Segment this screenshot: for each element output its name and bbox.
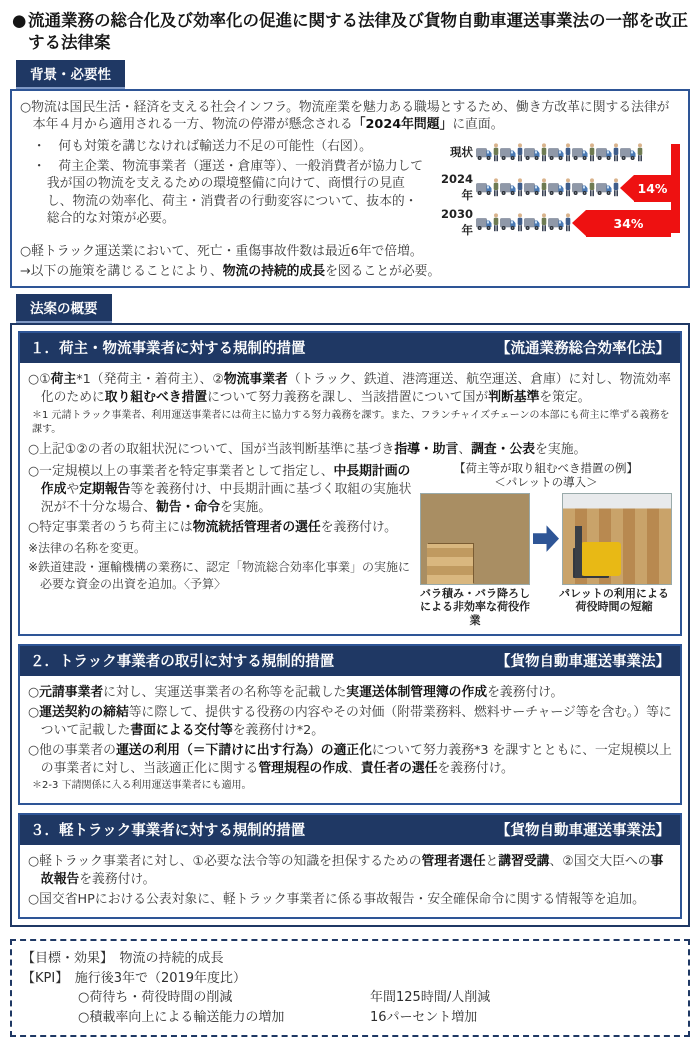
section-1-item2: ○上記①②の者の取組状況について、国が当該判断基準に基づき指導・助言、調査・公表を実施。 [28, 441, 587, 457]
section-1-item4: ○特定事業者のうち荷主には物流統括管理者の選任を義務付け。 [28, 519, 397, 535]
background-para2: ○軽トラック運送業において、死亡・重傷事故件数は最近6年で倍増。 [20, 243, 423, 259]
kpi-row-1 [22, 988, 678, 1008]
truck-unit-icon [596, 178, 620, 198]
section-1-body [20, 363, 680, 634]
truck-icon [596, 178, 612, 198]
kpi-goal-line: 【目標・効果】 物流の持続的成長 [22, 951, 224, 967]
pallet-example-figure [420, 461, 672, 628]
arrow-head-icon [620, 175, 634, 201]
driver-icon [564, 143, 572, 163]
reduction-arrow [572, 210, 671, 237]
section-3-box [18, 813, 682, 919]
truck-icon [620, 143, 636, 163]
truck-unit-icon [500, 143, 524, 163]
driver-icon [492, 178, 500, 198]
section-3-item2: ○国交省HPにおける公表対象に、軽トラック事業者に係る事故報告・安全確保命令に関する情報等を追加。 [28, 892, 645, 908]
section-1-note1: ＊1 元請トラック事業者、利用運送事業者には荷主に協力する努力義務を課す。また、フランチャイズチェーンの本部にも荷主に準ずる義務を課す。 [32, 409, 670, 435]
page-title-text: 流通業務の総合化及び効率化の促進に関する法律及び貨物自動車運送事業法の一部を改正する法律案 [28, 11, 688, 52]
section-2-title: ２．トラック事業者の取引に対する規制的措置 [30, 653, 335, 670]
section-3-body [20, 845, 680, 917]
truck-unit-icon [548, 143, 572, 163]
truck-unit-icon [596, 143, 620, 163]
tab-overview: 法案の概要 [16, 294, 112, 323]
pallet-figure-caption1: 【荷主等が取り組むべき措置の例】 [454, 460, 638, 475]
truck-icon [476, 178, 492, 198]
figure-red-bar [671, 144, 680, 233]
truck-unit-icon [476, 143, 500, 163]
driver-icon [516, 143, 524, 163]
section-3-header [20, 815, 680, 845]
section-2-item3: ○他の事業者の運送の利用（＝下請けに出す行為）の適正化について努力義務*3 を課すとともに、一定規模以上の事業者に対し、当該適正化に関する管理規程の作成、責任者の選任を義務付け。 [28, 742, 672, 776]
truck-icon [500, 213, 516, 233]
truck-chart-row [430, 206, 669, 241]
truck-unit-icon [524, 178, 548, 198]
section-2-header [20, 646, 680, 676]
truck-unit-icon [500, 213, 524, 233]
reduction-arrow [620, 175, 671, 202]
driver-icon [588, 143, 596, 163]
truck-icon [596, 143, 612, 163]
driver-icon [492, 213, 500, 233]
page-title [12, 10, 688, 54]
section-1-item1: ○①荷主*1（発荷主・着荷主）、②物流事業者（トラック、鉄道、港湾運送、航空運送、倉庫）に対し、物流効率化のために取り組むべき措置について努力義務を課し、当該措置について国が判断基準を策定。 [28, 372, 671, 406]
arrow-head-icon [572, 210, 586, 236]
driver-icon [540, 178, 548, 198]
photo-captions [420, 587, 672, 628]
photo-bulk-loading [420, 493, 530, 585]
truck-row-label: 現状 [450, 145, 473, 160]
kpi-row1-label: ○荷待ち・荷役時間の削減 [78, 990, 233, 1006]
truck-icon [548, 213, 564, 233]
section-2-law: 【貨物自動車運送事業法】 [496, 653, 670, 670]
pallet-figure-caption2: ＜パレットの導入＞ [494, 475, 598, 490]
section-2-note1: ＊2-3 下請関係に入る利用運送事業者にも適用。 [32, 780, 252, 792]
truck-chart-rows [430, 136, 669, 241]
section-1-title: １．荷主・物流事業者に対する規制的措置 [30, 341, 306, 358]
truck-row-icons [476, 143, 644, 163]
pallet-photos [420, 493, 672, 585]
section-2-item2: ○運送契約の締結等に際して、提供する役務の内容やその対価（附帯業務料、燃料サーチャージ等を含む。）等について記載した書面による交付等を義務付け*2。 [28, 704, 672, 738]
reduction-percent-label: 34% [586, 210, 671, 237]
truck-icon [548, 178, 564, 198]
background-box [10, 89, 690, 289]
truck-icon [476, 143, 492, 163]
background-bullets [20, 136, 424, 230]
background-bullet1: ・ 何も対策を講じなければ輸送力不足の可能性（右図）。 [32, 138, 372, 154]
photo1-caption: バラ積み・バラ降ろしによる非効率な荷役作業 [420, 586, 530, 628]
kpi-row2-label: ○積載率向上による輸送能力の増加 [78, 1009, 285, 1025]
section-3-law: 【貨物自動車運送事業法】 [496, 823, 670, 840]
section-1-header [20, 333, 680, 363]
truck-icon [524, 143, 540, 163]
truck-icon [524, 213, 540, 233]
section-1-box [18, 331, 682, 636]
driver-icon [636, 143, 644, 163]
driver-icon [564, 178, 572, 198]
section-2-box [18, 644, 682, 806]
truck-icon [548, 143, 564, 163]
truck-unit-icon [476, 213, 500, 233]
truck-unit-icon [524, 213, 548, 233]
driver-icon [588, 178, 596, 198]
truck-unit-icon [500, 178, 524, 198]
kpi-row1-value: 年間125時間/人削減 [370, 990, 491, 1006]
kpi-header-line: 【KPI】 施行後3年で（2019年度比） [22, 970, 247, 986]
title-bullet-icon: ● [12, 11, 27, 30]
truck-capacity-figure [430, 136, 680, 241]
truck-row-label: 2030年 [440, 207, 473, 238]
truck-unit-icon [524, 143, 548, 163]
section-1-left-column [28, 461, 412, 596]
driver-icon [492, 143, 500, 163]
section-2-body [20, 676, 680, 804]
section-1-note2: ※法律の名称を変更。 [28, 540, 147, 555]
driver-icon [540, 143, 548, 163]
truck-icon [500, 143, 516, 163]
truck-unit-icon [548, 213, 572, 233]
truck-chart-row [430, 136, 669, 171]
truck-row-icons [476, 178, 620, 198]
truck-unit-icon [572, 143, 596, 163]
kpi-box [10, 939, 690, 1037]
truck-icon [500, 178, 516, 198]
driver-icon [540, 213, 548, 233]
kpi-row-2 [22, 1008, 678, 1028]
driver-icon [612, 178, 620, 198]
kpi-row2-value: 16パーセント増加 [370, 1009, 478, 1025]
section-3-title: ３．軽トラック事業者に対する規制的措置 [30, 823, 306, 840]
background-bullet2: ・ 荷主企業、物流事業者（運送・倉庫等）、一般消費者が協力して我が国の物流を支えるための環境整備に向けて、商慣行の見直し、物流の効率化、荷主・消費者の行動変容について、抜本的・総合的な対策が必要。 [32, 158, 424, 227]
section-1-item3: ○一定規模以上の事業者を特定事業者として指定し、中長期計画の作成や定期報告等を義務付け、中長期計画に基づく取組の実施状況が不十分な場合、勧告・命令を実施。 [28, 463, 412, 515]
background-para3: →以下の施策を講じることにより、物流の持続的成長を図ることが必要。 [20, 263, 441, 279]
background-columns [20, 136, 680, 241]
truck-icon [476, 213, 492, 233]
section-1-note3: ※鉄道建設・運輸機構の業務に、認定「物流総合効率化事業」の実施に必要な資金の出資を追加。〈予算〉 [28, 560, 411, 592]
photo2-caption: パレットの利用による荷役時間の短縮 [559, 586, 669, 614]
overview-outer-box [10, 323, 690, 927]
truck-row-icons [476, 213, 572, 233]
right-arrow-icon [533, 524, 559, 554]
section-1-law: 【流通業務総合効率化法】 [496, 341, 670, 358]
tab-background: 背景・必要性 [16, 60, 125, 89]
truck-chart-row [430, 171, 669, 206]
truck-icon [524, 178, 540, 198]
truck-unit-icon [620, 143, 644, 163]
truck-icon [572, 178, 588, 198]
truck-unit-icon [572, 178, 596, 198]
reduction-percent-label: 14% [634, 175, 671, 202]
driver-icon [612, 143, 620, 163]
truck-unit-icon [548, 178, 572, 198]
background-para1: ○物流は国民生活・経済を支える社会インフラ。物流産業を魅力ある職場とするため、働き方改革に関する法律が本年４月から適用される一方、物流の停滞が懸念される「2024年問題」に直面。 [20, 99, 670, 133]
section-1-columns [28, 461, 672, 628]
driver-icon [516, 213, 524, 233]
driver-icon [564, 213, 572, 233]
photo-pallet-forklift [562, 493, 672, 585]
truck-icon [572, 143, 588, 163]
section-2-item1: ○元請事業者に対し、実運送事業者の名称等を記載した実運送体制管理簿の作成を義務付け。 [28, 684, 564, 700]
driver-icon [516, 178, 524, 198]
section-3-item1: ○軽トラック事業者に対し、①必要な法令等の知識を担保するための管理者選任と講習受講、②国交大臣への事故報告を義務付け。 [28, 854, 664, 888]
truck-unit-icon [476, 178, 500, 198]
truck-row-label: 2024年 [440, 172, 473, 203]
